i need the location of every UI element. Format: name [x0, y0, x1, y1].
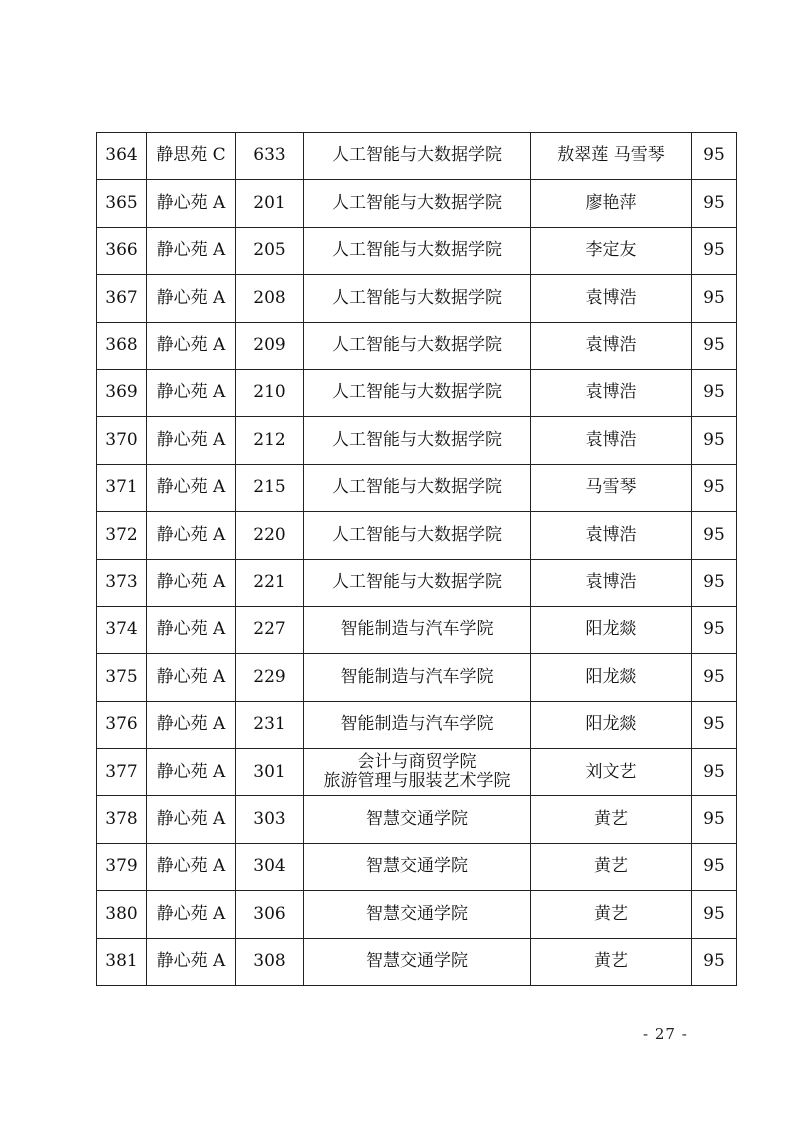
score-cell: 95 [692, 464, 737, 511]
college-cell [304, 749, 531, 796]
room-number-cell: 221 [236, 559, 304, 606]
room-number-cell: 229 [236, 654, 304, 701]
table-row [97, 275, 737, 322]
row-number-cell: 370 [97, 417, 147, 464]
college-cell [304, 133, 531, 180]
room-number-cell: 227 [236, 606, 304, 653]
college-name: 人工智能与大数据学院 [332, 287, 502, 308]
room-number-cell: 308 [236, 938, 304, 985]
table-row [97, 464, 737, 511]
college-name: 智慧交通学院 [366, 856, 468, 877]
college-name: 智慧交通学院 [366, 808, 468, 829]
college-cell [304, 938, 531, 985]
score-cell: 95 [692, 227, 737, 274]
room-number-cell: 209 [236, 322, 304, 369]
room-number-cell: 306 [236, 891, 304, 938]
responsible-person-cell: 袁博浩 [531, 559, 692, 606]
room-number-cell: 304 [236, 843, 304, 890]
college-name: 人工智能与大数据学院 [332, 192, 502, 213]
responsible-person-cell: 黄艺 [531, 938, 692, 985]
score-cell: 95 [692, 606, 737, 653]
room-number-cell: 201 [236, 180, 304, 227]
responsible-person-cell: 袁博浩 [531, 512, 692, 559]
score-cell: 95 [692, 796, 737, 843]
room-number-cell: 208 [236, 275, 304, 322]
responsible-person-cell: 黄艺 [531, 796, 692, 843]
score-cell: 95 [692, 369, 737, 416]
responsible-person-cell: 马雪琴 [531, 464, 692, 511]
building-cell: 静心苑 A [147, 891, 236, 938]
responsible-person-cell: 黄艺 [531, 843, 692, 890]
building-cell: 静心苑 A [147, 843, 236, 890]
score-cell: 95 [692, 891, 737, 938]
college-cell [304, 701, 531, 748]
score-cell: 95 [692, 133, 737, 180]
building-cell: 静思苑 C [147, 133, 236, 180]
row-number-cell: 377 [97, 749, 147, 796]
score-cell: 95 [692, 322, 737, 369]
row-number-cell: 378 [97, 796, 147, 843]
college-name: 智能制造与汽车学院 [340, 619, 494, 640]
row-number-cell: 367 [97, 275, 147, 322]
room-number-cell: 301 [236, 749, 304, 796]
room-number-cell: 231 [236, 701, 304, 748]
college-name: 智能制造与汽车学院 [340, 714, 494, 735]
college-name: 旅游管理与服装艺术学院 [323, 771, 511, 792]
building-cell: 静心苑 A [147, 464, 236, 511]
table-row [97, 606, 737, 653]
room-number-cell: 220 [236, 512, 304, 559]
room-number-cell: 205 [236, 227, 304, 274]
score-cell: 95 [692, 417, 737, 464]
college-cell [304, 227, 531, 274]
table-row [97, 559, 737, 606]
responsible-person-cell: 阳龙燚 [531, 654, 692, 701]
room-number-cell: 215 [236, 464, 304, 511]
row-number-cell: 381 [97, 938, 147, 985]
table-row [97, 796, 737, 843]
college-name: 人工智能与大数据学院 [332, 334, 502, 355]
college-cell [304, 275, 531, 322]
college-cell [304, 369, 531, 416]
responsible-person-cell: 阳龙燚 [531, 606, 692, 653]
table-row [97, 133, 737, 180]
college-cell [304, 512, 531, 559]
room-number-cell: 210 [236, 369, 304, 416]
row-number-cell: 374 [97, 606, 147, 653]
college-cell [304, 843, 531, 890]
building-cell: 静心苑 A [147, 796, 236, 843]
score-cell: 95 [692, 843, 737, 890]
row-number-cell: 376 [97, 701, 147, 748]
score-cell: 95 [692, 275, 737, 322]
score-cell: 95 [692, 654, 737, 701]
responsible-person-cell: 袁博浩 [531, 322, 692, 369]
college-name: 智慧交通学院 [366, 951, 468, 972]
college-name: 人工智能与大数据学院 [332, 524, 502, 545]
building-cell: 静心苑 A [147, 606, 236, 653]
building-cell: 静心苑 A [147, 322, 236, 369]
score-cell: 95 [692, 749, 737, 796]
table-row [97, 938, 737, 985]
score-cell: 95 [692, 512, 737, 559]
table-row [97, 180, 737, 227]
college-name: 会计与商贸学院 [357, 751, 477, 772]
table-row [97, 843, 737, 890]
responsible-person-cell: 黄艺 [531, 891, 692, 938]
responsible-person-cell: 袁博浩 [531, 275, 692, 322]
row-number-cell: 373 [97, 559, 147, 606]
table-row [97, 654, 737, 701]
score-cell: 95 [692, 559, 737, 606]
table-row [97, 512, 737, 559]
responsible-person-cell: 李定友 [531, 227, 692, 274]
score-cell: 95 [692, 701, 737, 748]
building-cell: 静心苑 A [147, 275, 236, 322]
table-row [97, 891, 737, 938]
responsible-person-cell: 刘文艺 [531, 749, 692, 796]
college-cell [304, 417, 531, 464]
college-cell [304, 606, 531, 653]
responsible-person-cell: 袁博浩 [531, 369, 692, 416]
score-cell: 95 [692, 938, 737, 985]
building-cell: 静心苑 A [147, 227, 236, 274]
row-number-cell: 365 [97, 180, 147, 227]
responsible-person-cell: 袁博浩 [531, 417, 692, 464]
responsible-person-cell: 阳龙燚 [531, 701, 692, 748]
table-row [97, 749, 737, 796]
row-number-cell: 375 [97, 654, 147, 701]
college-cell [304, 891, 531, 938]
table-body [97, 133, 737, 986]
college-name: 人工智能与大数据学院 [332, 240, 502, 261]
table-row [97, 227, 737, 274]
college-name: 智慧交通学院 [366, 903, 468, 924]
college-name: 人工智能与大数据学院 [332, 145, 502, 166]
college-cell [304, 464, 531, 511]
building-cell: 静心苑 A [147, 701, 236, 748]
room-number-cell: 212 [236, 417, 304, 464]
building-cell: 静心苑 A [147, 417, 236, 464]
building-cell: 静心苑 A [147, 749, 236, 796]
row-number-cell: 379 [97, 843, 147, 890]
row-number-cell: 369 [97, 369, 147, 416]
room-number-cell: 633 [236, 133, 304, 180]
row-number-cell: 372 [97, 512, 147, 559]
score-cell: 95 [692, 180, 737, 227]
building-cell: 静心苑 A [147, 938, 236, 985]
building-cell: 静心苑 A [147, 654, 236, 701]
college-cell [304, 322, 531, 369]
table-row [97, 417, 737, 464]
table-row [97, 369, 737, 416]
row-number-cell: 364 [97, 133, 147, 180]
building-cell: 静心苑 A [147, 369, 236, 416]
responsible-person-cell: 敖翠莲 马雪琴 [531, 133, 692, 180]
building-cell: 静心苑 A [147, 180, 236, 227]
college-name: 人工智能与大数据学院 [332, 477, 502, 498]
table-row [97, 322, 737, 369]
college-name: 人工智能与大数据学院 [332, 429, 502, 450]
college-name: 智能制造与汽车学院 [340, 666, 494, 687]
row-number-cell: 380 [97, 891, 147, 938]
college-cell [304, 796, 531, 843]
college-name: 人工智能与大数据学院 [332, 571, 502, 592]
page-number: - 27 - [643, 1025, 688, 1043]
building-cell: 静心苑 A [147, 559, 236, 606]
row-number-cell: 366 [97, 227, 147, 274]
row-number-cell: 368 [97, 322, 147, 369]
college-cell [304, 180, 531, 227]
room-number-cell: 303 [236, 796, 304, 843]
row-number-cell: 371 [97, 464, 147, 511]
building-cell: 静心苑 A [147, 512, 236, 559]
table-row [97, 701, 737, 748]
college-cell [304, 559, 531, 606]
college-cell [304, 654, 531, 701]
dorm-inspection-table [96, 132, 737, 986]
responsible-person-cell: 廖艳萍 [531, 180, 692, 227]
college-name: 人工智能与大数据学院 [332, 382, 502, 403]
